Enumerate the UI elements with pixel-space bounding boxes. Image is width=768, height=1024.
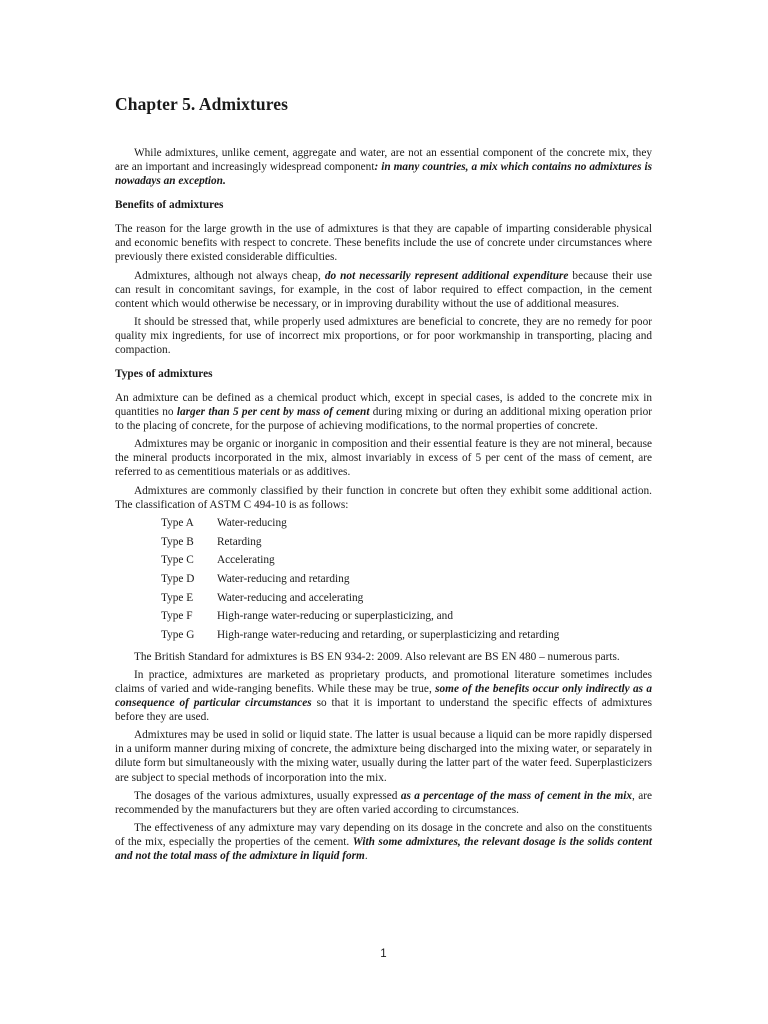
type-code: Type E xyxy=(161,591,194,604)
astm-type-row xyxy=(161,535,652,554)
type-code: Type C xyxy=(161,554,194,567)
type-description: Accelerating xyxy=(217,554,275,567)
astm-type-row xyxy=(161,553,652,572)
types-paragraph-3: Admixtures are commonly classified by their function in concrete but often they exhibit some additional action. The classification of ASTM C 494-10 is as follows: xyxy=(115,484,652,511)
benefits-heading: Benefits of admixtures xyxy=(115,199,224,212)
astm-type-row xyxy=(161,516,652,535)
types-emphasis-5: some of the benefits occur only indirectly as a consequence of particular circumstances xyxy=(115,683,652,710)
type-description: Water-reducing and retarding xyxy=(217,573,350,586)
benefits-paragraph-1: The reason for the large growth in the use of admixtures is that they are capable of imparting considerable physical and economic benefits with respect to concrete. These benefits include the use of concrete under circumstances where previously there existed considerable difficulties. xyxy=(115,223,652,264)
types-paragraph-7: The dosages of the various admixtures, usually expressed as a percentage of the mass of cement in the mix, are recommended by the manufacturers but they are often varied according to circumstances. xyxy=(115,789,652,816)
chapter-title: Chapter 5. Admixtures xyxy=(115,94,289,114)
astm-types-list xyxy=(161,516,652,647)
intro-text: While admixtures, unlike cement, aggregate and water, are not an essential component of the concrete mix, they are an important and increasingly widespread component xyxy=(115,147,652,174)
benefits-emphasis: do not necessarily represent additional expenditure xyxy=(324,269,569,282)
type-code: Type F xyxy=(161,610,193,623)
benefits-paragraph-3: It should be stressed that, while properly used admixtures are beneficial to concrete, they are no remedy for poor quality mix ingredients, for use of incorrect mix proportions, or for poor workmanship in transporting, placing and compaction. xyxy=(115,315,652,356)
type-description: Water-reducing and accelerating xyxy=(217,591,364,604)
astm-type-row xyxy=(161,628,652,647)
intro-paragraph xyxy=(115,146,652,188)
astm-type-row xyxy=(161,572,652,591)
types-emphasis-7: as a percentage of the mass of cement in the mix xyxy=(400,789,633,802)
type-description: Retarding xyxy=(217,535,262,548)
type-code: Type A xyxy=(161,516,194,529)
astm-type-row xyxy=(161,591,652,610)
type-code: Type B xyxy=(161,535,194,548)
types-paragraph-4: The British Standard for admixtures is BS EN 934-2: 2009. Also relevant are BS EN 480 – numerous parts. xyxy=(134,650,620,663)
types-emphasis-8: With some admixtures, the relevant dosage is the solids content and not the total mass of the admixture in liquid form xyxy=(115,836,652,863)
types-emphasis-1: larger than 5 per cent by mass of cement xyxy=(176,406,370,419)
intro-emphasis: : in many countries, a mix which contains no admixtures is nowadays an exception. xyxy=(115,161,652,188)
page-number: 1 xyxy=(380,948,387,960)
type-code: Type D xyxy=(161,573,195,586)
types-paragraph-2: Admixtures may be organic or inorganic in composition and their essential feature is they are not mineral, because the mineral products incorporated in the mix, almost invariably in excess of 5 per cent of the mass of cement, are referred to as cementitious materials or as additives. xyxy=(115,438,652,479)
type-code: Type G xyxy=(161,629,195,642)
types-paragraph-6: Admixtures may be used in solid or liquid state. The latter is usual because a liquid can be more rapidly dispersed in a uniform manner during mixing of concrete, the admixture being discharged into the mixing water, or separately in dilute form but simultaneously with the mixing water, usually during the latter part of the water feed. Superplasticizers are subject to special methods of incorporation into the mix. xyxy=(115,729,652,784)
type-description: High-range water-reducing and retarding, or superplasticizing and retarding xyxy=(217,629,560,642)
types-paragraph-5: In practice, admixtures are marketed as proprietary products, and promotional literature sometimes includes claims of varied and wide-ranging benefits. While these may be true, some of the benefits occur only indirectly as a consequence of particular circumstances so that it is important to understand the specific effects of admixtures before they are used. xyxy=(115,669,652,724)
type-description: High-range water-reducing or superplasticizing, and xyxy=(217,610,453,623)
types-paragraph-1: An admixture can be defined as a chemical product which, except in special cases, is added to the concrete mix in quantities no larger than 5 per cent by mass of cement during mixing or during an additional mixing operation prior to the placing of concrete, for the purpose of achieving modifications, to the normal properties of concrete. xyxy=(115,392,652,433)
astm-type-row xyxy=(161,609,652,628)
type-description: Water-reducing xyxy=(217,516,287,529)
benefits-paragraph-2: Admixtures, although not always cheap, do not necessarily represent additional expenditure because their use can result in concomitant savings, for example, in the cost of labor required to effect compaction, in the cement content which would otherwise be necessary, or in improving durability without the use of additional measures. xyxy=(115,269,652,310)
types-heading: Types of admixtures xyxy=(115,367,213,380)
document-body xyxy=(115,146,652,867)
types-paragraph-8: The effectiveness of any admixture may vary depending on its dosage in the concrete and also on the constituents of the mix, especially the properties of the cement. With some admixtures, the relevant dosage is the solids content and not the total mass of the admixture in liquid form. xyxy=(115,822,652,863)
